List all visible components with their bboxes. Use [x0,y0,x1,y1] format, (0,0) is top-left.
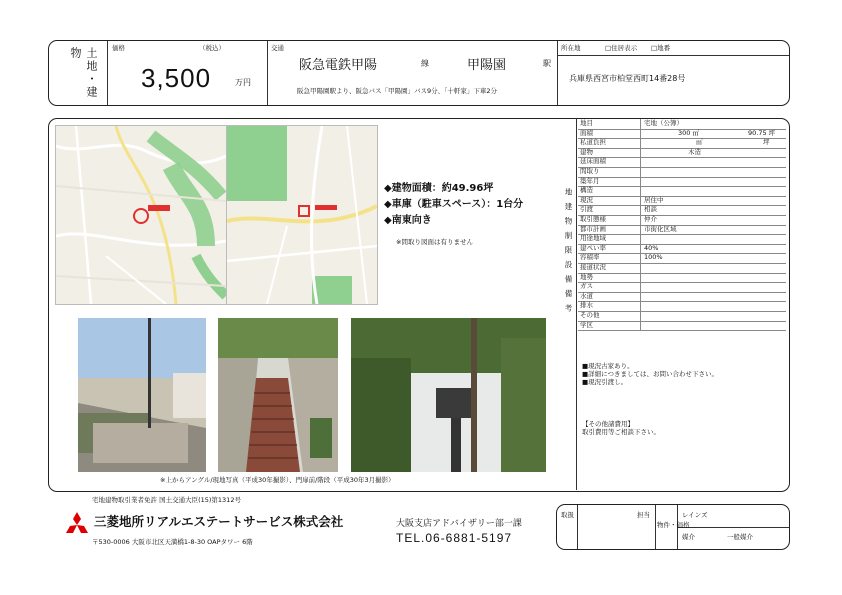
highlight-parking: ◆車庫（駐車スペース）：1台分 [384,199,524,210]
check-lot[interactable]: □地番 [651,44,671,52]
company-logo [66,512,88,534]
highlights [384,181,523,229]
note-1: ■現況古家あり。 [582,362,634,370]
station-name: 甲陽園 [467,58,507,73]
license-text: 宅地建物取引業者免許 国土交通大臣(15)第1312号 [92,496,241,504]
railway-name: 阪急電鉄甲陽 [299,58,378,73]
header-panel [48,40,790,106]
footer-value-kind: 物件・価格 [657,521,690,529]
check-residence[interactable]: □住居表示 [605,44,638,52]
footer-right-panel [556,504,790,550]
location-label: 所在地 [561,44,581,52]
note-2: ■詳細につきましては、お問い合わせ下さい。 [582,370,719,378]
highlight-area: ◆建物面積：約49.96坪 [384,183,494,194]
phone-number[interactable]: TEL.06-6881-5197 [396,531,513,545]
spec-notes [582,362,782,386]
photo-stairs [218,318,338,472]
property-marker [134,209,148,223]
price-label: 価格 [112,44,125,52]
tax-note: （税込） [199,44,225,52]
station-suffix: 駅 [543,59,551,68]
footer-label-reins: レインズ [682,511,708,519]
highlight-orientation: ◆南東向き [384,215,432,226]
area-map [55,125,227,305]
address: 兵庫県西宮市柏堂西町14番28号 [569,74,686,83]
footer-label-agency: 媒介 [682,533,695,541]
note-3: ■現況引渡し。 [582,378,628,386]
spec-side-column [560,118,577,490]
company-name: 三菱地所リアルエステートサービス株式会社 [94,514,344,529]
map-note: ※間取り図面は有りません [396,238,473,246]
traffic-label: 交通 [271,44,284,52]
area-map-svg [56,126,226,304]
footer-label-staff: 担当 [637,511,650,519]
line-suffix: 線 [421,59,429,68]
price-unit: 万円 [235,78,251,87]
footer-label-handler: 取扱 [561,511,574,519]
footer-value-agency: 一般媒介 [727,533,753,541]
photo-house [351,318,546,472]
kind-label: 土地・建物 [69,47,98,99]
other-costs [582,420,782,436]
property-marker-detail [299,206,309,216]
access-note: 阪急甲陽園駅より、阪急バス「甲陽園」バス9分、「十軒家」下車2分 [297,87,498,95]
detail-map [226,125,378,305]
spec-table: 地目 宅地（公簿） 面積 300 ㎡ 90.75 坪 私道負担 ㎡ 坪 建物 木造 延床面積 間取り 築年月 構造 現況 居住中 引渡 相談 取引態様 仲介 都市計画 市街化区域 用途地域 建ぺい率 40% 容積率 100% 接道状況 地勢 ガス 水道 排水 その他 学区 [578,119,786,331]
photo-caption: ※上からアングル/現地写真（平成30年撮影）、門扉前/階段（平成30年3月撮影） [160,476,395,484]
other-costs-text: 取引費用等ご相談下さい。 [582,428,660,436]
branch-name: 大阪支店アドバイザリー部一課 [396,519,522,529]
other-costs-label: 【その他諸費用】 [582,420,634,428]
spec-side-text: 地建物制限設備備考 [564,188,573,319]
price-value: 3,500 [141,63,212,93]
postal-address: 〒530-0006 大阪市北区天満橋1-8-30 OAPタワー 6階 [92,538,253,546]
detail-map-svg [227,126,377,304]
photo-overview [78,318,206,472]
